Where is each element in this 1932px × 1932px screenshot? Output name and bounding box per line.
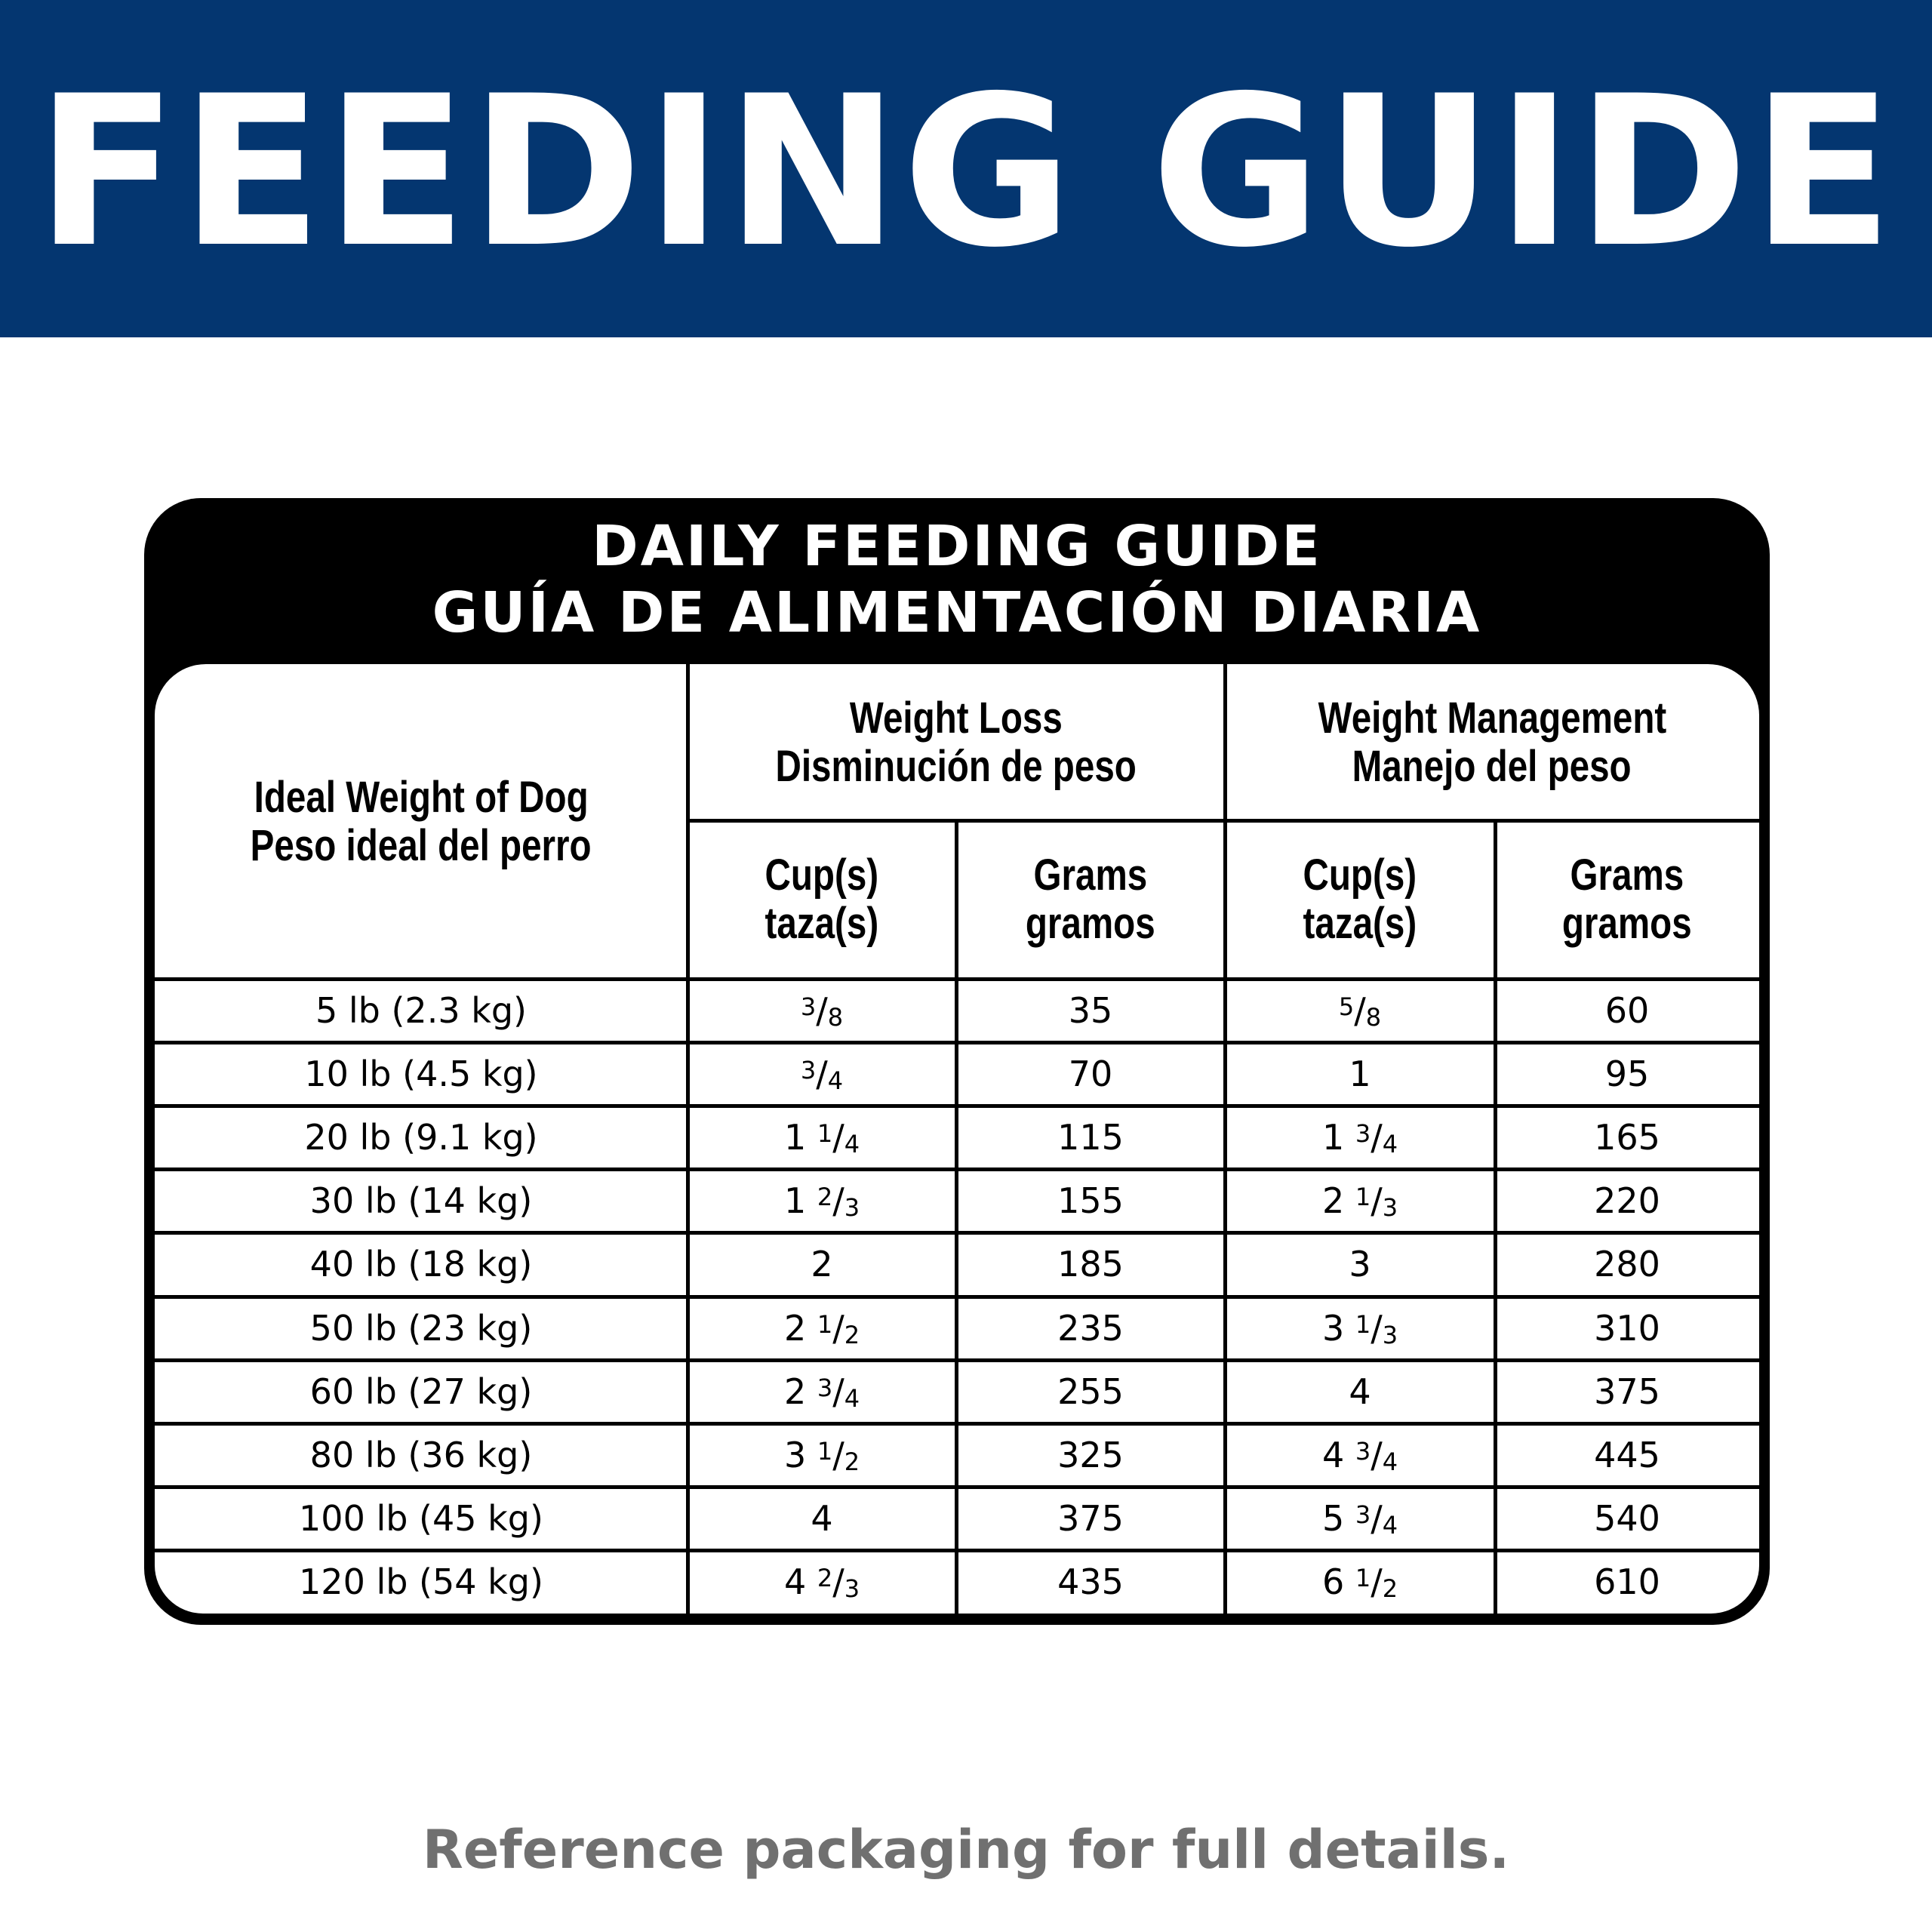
table-cell-weight [155,1423,688,1487]
table-cell-loss-cups [688,1360,956,1423]
grid-line [155,1041,1759,1044]
cell-value: 445 [1594,1434,1660,1475]
cell-value: 165 [1594,1117,1660,1158]
table-cell-mgmt-grams [1495,1487,1759,1550]
table-cell-loss-grams [956,1360,1225,1423]
header-line: Grams [1570,851,1684,900]
banner-title: FEEDING GUIDE [35,51,1897,293]
cell-value: 40 lb (18 kg) [309,1244,533,1285]
cell-value: 1 $^3/_4$ [1321,1117,1398,1159]
table-cell-weight [155,979,688,1042]
weight-loss-header [688,664,1225,820]
cell-value: 375 [1594,1371,1660,1412]
cell-value: 70 [1068,1054,1113,1095]
table-cell-loss-cups [688,1106,956,1169]
sub-header-cups [688,820,956,979]
weight-management-header [1225,664,1759,820]
cell-value: $^3/_8$ [800,990,844,1032]
header-line: Ideal Weight of Dog [254,772,589,822]
header-line: Peso ideal del perro [250,820,592,870]
table-cell-mgmt-cups [1225,1297,1495,1360]
table-cell-mgmt-cups [1225,1106,1495,1169]
cell-value: 435 [1057,1561,1124,1602]
cell-value: 1 $^1/_4$ [783,1117,860,1159]
cell-value: 155 [1057,1180,1124,1222]
grid-line [155,1485,1759,1489]
cell-value: 2 $^1/_3$ [1321,1180,1398,1223]
header-line: taza(s) [764,899,879,948]
header-line: gramos [1026,899,1155,948]
table-cell-loss-grams [956,1232,1225,1296]
cell-value: 95 [1604,1054,1650,1095]
grid-line [155,1422,1759,1426]
table-cell-loss-grams [956,1423,1225,1487]
cell-value: 325 [1057,1434,1124,1475]
table-cell-mgmt-cups [1225,1169,1495,1232]
cell-value: 4 $^3/_4$ [1321,1434,1398,1476]
card-header [144,513,1770,646]
table-cell-loss-cups [688,1042,956,1106]
cell-value: 220 [1594,1180,1660,1222]
table-cell-loss-cups [688,1169,956,1232]
cell-value: 235 [1057,1307,1124,1349]
table-cell-loss-cups [688,1297,956,1360]
grid-line [155,1104,1759,1108]
header-line: taza(s) [1303,899,1417,948]
table-cell-mgmt-grams [1495,1169,1759,1232]
card-title-en: DAILY FEEDING GUIDE [592,514,1322,579]
table-cell-loss-cups [688,979,956,1042]
card-title-es: GUÍA DE ALIMENTACIÓN DIARIA [432,580,1482,645]
cell-value: $^5/_8$ [1338,990,1382,1032]
table-cell-mgmt-cups [1225,1487,1495,1550]
feeding-guide-card [144,498,1770,1625]
cell-value: 3 $^1/_2$ [783,1434,860,1476]
table-cell-loss-grams [956,1169,1225,1232]
cell-value: 2 $^3/_4$ [783,1371,860,1413]
feeding-table [155,664,1759,1614]
cell-value: 20 lb (9.1 kg) [304,1117,538,1158]
table-cell-loss-cups [688,1423,956,1487]
grid-line [155,1295,1759,1299]
cell-value: 60 [1604,990,1650,1032]
cell-value: 4 [1349,1371,1371,1412]
table-cell-mgmt-cups [1225,1550,1495,1614]
cell-value: 1 [1349,1054,1371,1095]
cell-value: 610 [1594,1561,1660,1602]
grid-line [955,820,958,1614]
ideal-weight-header [155,664,688,979]
header-line: gramos [1562,899,1692,948]
table-cell-mgmt-cups [1225,1232,1495,1296]
header-line: Weight Management [1318,693,1666,743]
header-line: Manejo del peso [1352,741,1632,791]
cell-value: 1 $^2/_3$ [783,1180,860,1223]
table-cell-mgmt-grams [1495,1297,1759,1360]
grid-line [1494,820,1497,1614]
cell-value: 10 lb (4.5 kg) [304,1054,538,1095]
table-cell-weight [155,1297,688,1360]
table-cell-mgmt-grams [1495,1042,1759,1106]
table-cell-weight [155,1042,688,1106]
cell-value: 540 [1594,1497,1660,1539]
grid-line [155,1549,1759,1552]
cell-value: 2 [811,1244,833,1285]
grid-line [688,819,1759,823]
table-cell-mgmt-cups [1225,979,1495,1042]
header-banner [0,0,1932,337]
table-cell-weight [155,1169,688,1232]
cell-value: 80 lb (36 kg) [309,1434,533,1475]
table-cell-loss-grams [956,979,1225,1042]
grid-line [155,1358,1759,1362]
cell-value: 60 lb (27 kg) [309,1371,533,1412]
table-cell-mgmt-grams [1495,1106,1759,1169]
header-line: Grams [1033,851,1148,900]
cell-value: 185 [1057,1244,1124,1285]
table-cell-mgmt-grams [1495,1232,1759,1296]
table-cell-weight [155,1487,688,1550]
table-cell-weight [155,1232,688,1296]
header-line: Cup(s) [764,851,879,900]
cell-value: 375 [1057,1497,1124,1539]
table-cell-mgmt-cups [1225,1360,1495,1423]
table-cell-loss-cups [688,1487,956,1550]
cell-value: 4 [811,1497,833,1539]
sub-header-cups [1225,820,1495,979]
cell-value: 3 [1349,1244,1371,1285]
grid-line [1223,664,1227,1614]
table-cell-loss-cups [688,1550,956,1614]
cell-value: 115 [1057,1117,1124,1158]
sub-header-grams [956,820,1225,979]
cell-value: 6 $^1/_2$ [1321,1561,1398,1603]
cell-value: 2 $^1/_2$ [783,1307,860,1349]
cell-value: 50 lb (23 kg) [309,1307,533,1349]
cell-value: 280 [1594,1244,1660,1285]
table-cell-loss-grams [956,1297,1225,1360]
cell-value: 120 lb (54 kg) [299,1561,543,1602]
table-cell-weight [155,1360,688,1423]
table-cell-weight [155,1550,688,1614]
grid-line [155,977,1759,981]
cell-value: 5 lb (2.3 kg) [315,990,527,1032]
cell-value: 30 lb (14 kg) [309,1180,533,1222]
table-cell-loss-grams [956,1042,1225,1106]
grid-line [155,1168,1759,1171]
table-cell-weight [155,1106,688,1169]
table-cell-loss-grams [956,1106,1225,1169]
table-cell-mgmt-grams [1495,1550,1759,1614]
table-cell-mgmt-cups [1225,1042,1495,1106]
cell-value: $^3/_4$ [800,1054,844,1096]
table-cell-loss-grams [956,1550,1225,1614]
table-cell-loss-grams [956,1487,1225,1550]
header-line: Disminución de peso [775,741,1137,791]
header-line: Weight Loss [850,693,1063,743]
table-cell-mgmt-grams [1495,1423,1759,1487]
table-cell-loss-cups [688,1232,956,1296]
grid-line [155,1231,1759,1235]
cell-value: 3 $^1/_3$ [1321,1307,1398,1349]
cell-value: 5 $^3/_4$ [1321,1497,1398,1540]
table-cell-mgmt-grams [1495,979,1759,1042]
cell-value: 100 lb (45 kg) [299,1497,543,1539]
cell-value: 4 $^2/_3$ [783,1561,860,1603]
footer-note: Reference packaging for full details. [422,1819,1510,1881]
sub-header-grams [1495,820,1759,979]
table-cell-mgmt-grams [1495,1360,1759,1423]
cell-value: 310 [1594,1307,1660,1349]
cell-value: 35 [1068,990,1113,1032]
cell-value: 255 [1057,1371,1124,1412]
grid-line [686,664,690,1614]
table-cell-mgmt-cups [1225,1423,1495,1487]
header-line: Cup(s) [1303,851,1417,900]
